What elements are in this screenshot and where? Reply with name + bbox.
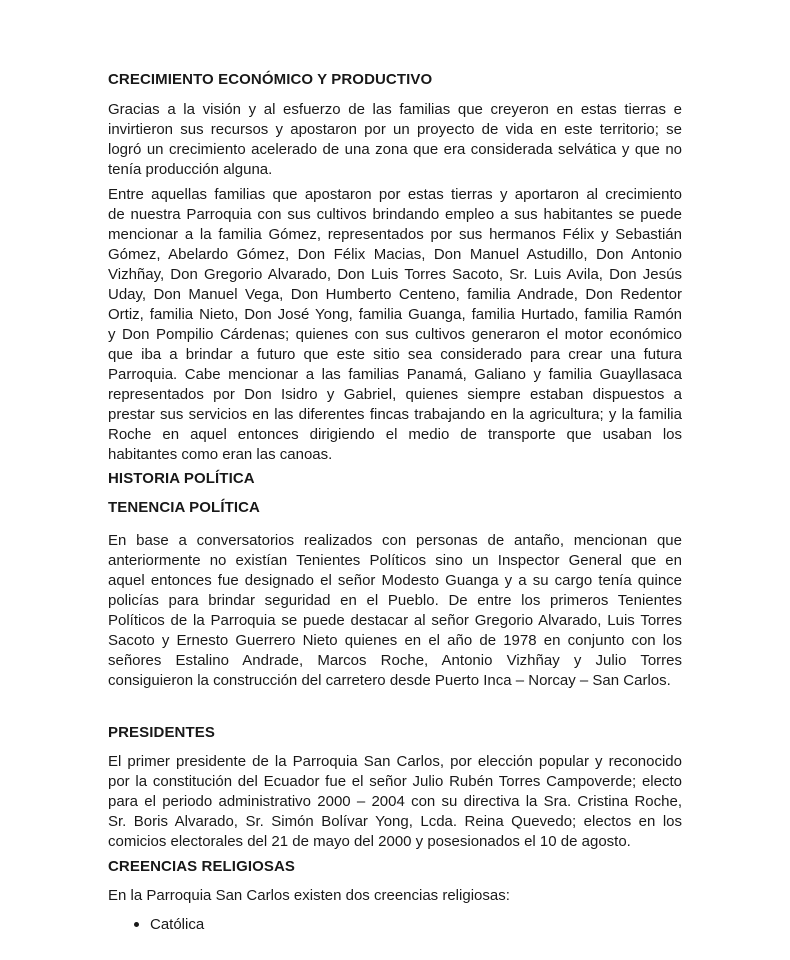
text-line: invirtieron sus recursos y apostaron por un proyecto de vida en este territorio; se [108,121,682,138]
text-line: prestar sus servicios en las diferentes fincas trabajando en la agricultura; y la familia [108,406,682,423]
text-line: aquel entonces fue designado el señor Modesto Guanga y a su cargo tenía quince [108,572,682,589]
text-line: Sacoto y Ernesto Guerrero Nieto quienes en el año de 1978 en conjunto con los [108,632,682,649]
paragraph [108,886,682,906]
religion-list [108,915,682,935]
text-line: y Don Pompilio Cárdenas; quienes con sus cultivos generaron el motor económico [108,326,682,343]
list-item-label: Católica [150,916,205,933]
text-line: Vizhñay, Don Gregorio Alvarado, Don Luis Torres Sacoto, Sr. Luis Avila, Don Jesús [108,266,682,283]
text-line: Políticos de la Parroquia se puede destacar al señor Gregorio Alvarado, Luis Torres [108,612,682,629]
text-line: tenía producción alguna. [108,161,273,178]
section-heading-historia-politica: HISTORIA POLÍTICA [108,470,255,487]
text-line: representados por Don Isidro y Gabriel, quienes siempre estaban dispuestos a [108,386,682,403]
text-line: Ortiz, familia Nieto, Don José Yong, familia Guanga, familia Hurtado, familia Ramón [108,306,682,323]
text-line: anteriormente no existían Tenientes Políticos sino un Inspector General que en [108,552,682,569]
text-line: Gómez, Abelardo Gómez, Don Félix Macias, Don Manuel Astudillo, Don Antonio [108,246,682,263]
bullet-icon [134,922,139,927]
text-line: Entre aquellas familias que apostaron por estas tierras y aportaron al crecimiento [108,186,682,203]
text-line: consiguieron la construcción del carretero desde Puerto Inca – Norcay – San Carlos. [108,672,671,689]
section-heading-crecimiento: CRECIMIENTO ECONÓMICO Y PRODUCTIVO [108,71,433,88]
text-line: mencionar a la familia Gómez, representados por sus hermanos Félix y Sebastián [108,226,682,243]
text-line: Gracias a la visión y al esfuerzo de las familias que creyeron en estas tierras e [108,101,682,118]
paragraph [108,100,682,180]
text-line: para el periodo administrativo 2000 – 2004 con su directiva la Sra. Cristina Roche, [108,793,682,810]
text-line: Uday, Don Manuel Vega, Don Humberto Centeno, familia Andrade, Don Redentor [108,286,682,303]
text-line: habitantes como eran las canoas. [108,446,333,463]
text-line: que iba a brindar a futuro que este sitio sea considerado para crear una futura [108,346,682,363]
text-line: Sr. Boris Alvarado, Sr. Simón Bolívar Yong, Lcda. Reina Quevedo; electos en los [108,813,682,830]
list-item [134,915,682,935]
text-line: por la constitución del Ecuador fue el señor Julio Rubén Torres Campoverde; electo [108,773,682,790]
text-line: policías para brindar seguridad en el Pueblo. De entre los primeros Tenientes [108,592,682,609]
paragraph [108,752,682,852]
text-line: comicios electorales del 21 de mayo del 2000 y posesionados el 10 de agosto. [108,833,631,850]
text-line: En la Parroquia San Carlos existen dos creencias religiosas: [108,887,510,904]
section-heading-creencias: CREENCIAS RELIGIOSAS [108,858,296,875]
text-line: de nuestra Parroquia con sus cultivos brindando empleo a sus habitantes se puede [108,206,682,223]
paragraph [108,531,682,691]
text-line: Roche en aquel entonces dirigiendo el medio de transporte que usaban los [108,426,682,443]
text-line: logró un crecimiento acelerado de una zona que era considerada selvática y que no [108,141,682,158]
text-line: Parroquia. Cabe mencionar a las familias Panamá, Galiano y familia Guayllasaca [108,366,682,383]
text-line: En base a conversatorios realizados con personas de antaño, mencionan que [108,532,682,549]
section-heading-tenencia-politica: TENENCIA POLÍTICA [108,499,260,516]
paragraph [108,185,682,465]
text-line: señores Estalino Andrade, Marcos Roche, Antonio Vizhñay y Julio Torres [108,652,682,669]
text-line: El primer presidente de la Parroquia San Carlos, por elección popular y reconocido [108,753,682,770]
section-heading-presidentes: PRESIDENTES [108,724,215,741]
